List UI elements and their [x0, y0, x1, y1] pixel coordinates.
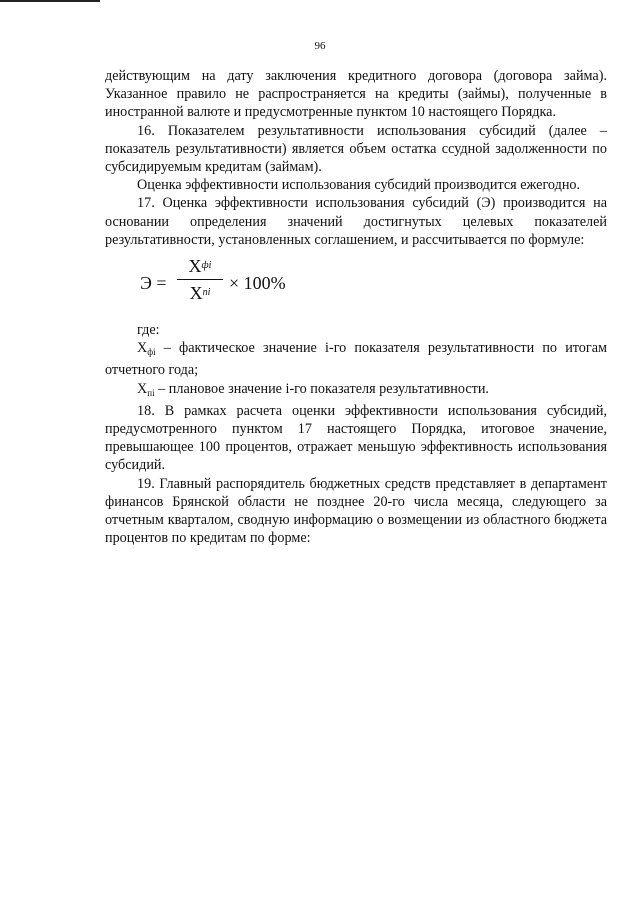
where-label: где: — [137, 322, 160, 339]
formula-denominator: $X^{пi}$ — [189, 283, 211, 304]
paragraph-18: 18. В рамках расчета оценки эффективности использования субсидий, предусмотренного пунктом 17 настоящего Порядка, итоговое значение, превышающее 100 процентов, отражает меньшую эффективность использования субсидий. — [105, 402, 607, 474]
formula-fraction — [177, 255, 223, 304]
fraction-bar — [177, 279, 223, 280]
formula-numerator: $X^{фi}$ — [188, 256, 212, 277]
formula-multiplier: × 100% — [229, 273, 286, 294]
definition-plan: $X_{пi}$ – плановое значение i-го показателя результативности. — [137, 380, 489, 398]
page-number: 96 — [314, 40, 326, 52]
document-body — [105, 67, 607, 547]
paragraph-continuation: действующим на дату заключения кредитного договора (договора займа). Указанное правило не распространяется на кредиты (займы), полученные в иностранной валюте и предусмотренные пунктом 10 настоящего Порядка. — [105, 68, 607, 121]
paragraph-16: 16. Показателем результативности использования субсидий (далее – показатель результативности) является объем остатка ссудной задолженности по субсидируемым кредитам (займам). — [105, 122, 607, 176]
paragraph-17: 17. Оценка эффективности использования субсидий (Э) производится на основании определения значений достигнутых целевых показателей результативности, установленных соглашением, и рассчитывается по формуле: — [105, 195, 607, 248]
top-rule — [0, 0, 100, 2]
definition-fact: $X_{фi}$ – фактическое значение i-го показателя результативности по итогам отчетного года; — [105, 340, 607, 379]
paragraph-16-assessment: Оценка эффективности использования субсидий производится ежегодно. — [137, 177, 581, 194]
efficiency-formula — [105, 255, 607, 313]
formula-lhs: Э = — [140, 273, 167, 294]
paragraph-19: 19. Главный распорядитель бюджетных средств представляет в департамент финансов Брянской области не позднее 20-го числа месяца, следующего за отчетным кварталом, сводную информацию о возмещении из областного бюджета процентов по кредитам по форме: — [105, 475, 607, 547]
